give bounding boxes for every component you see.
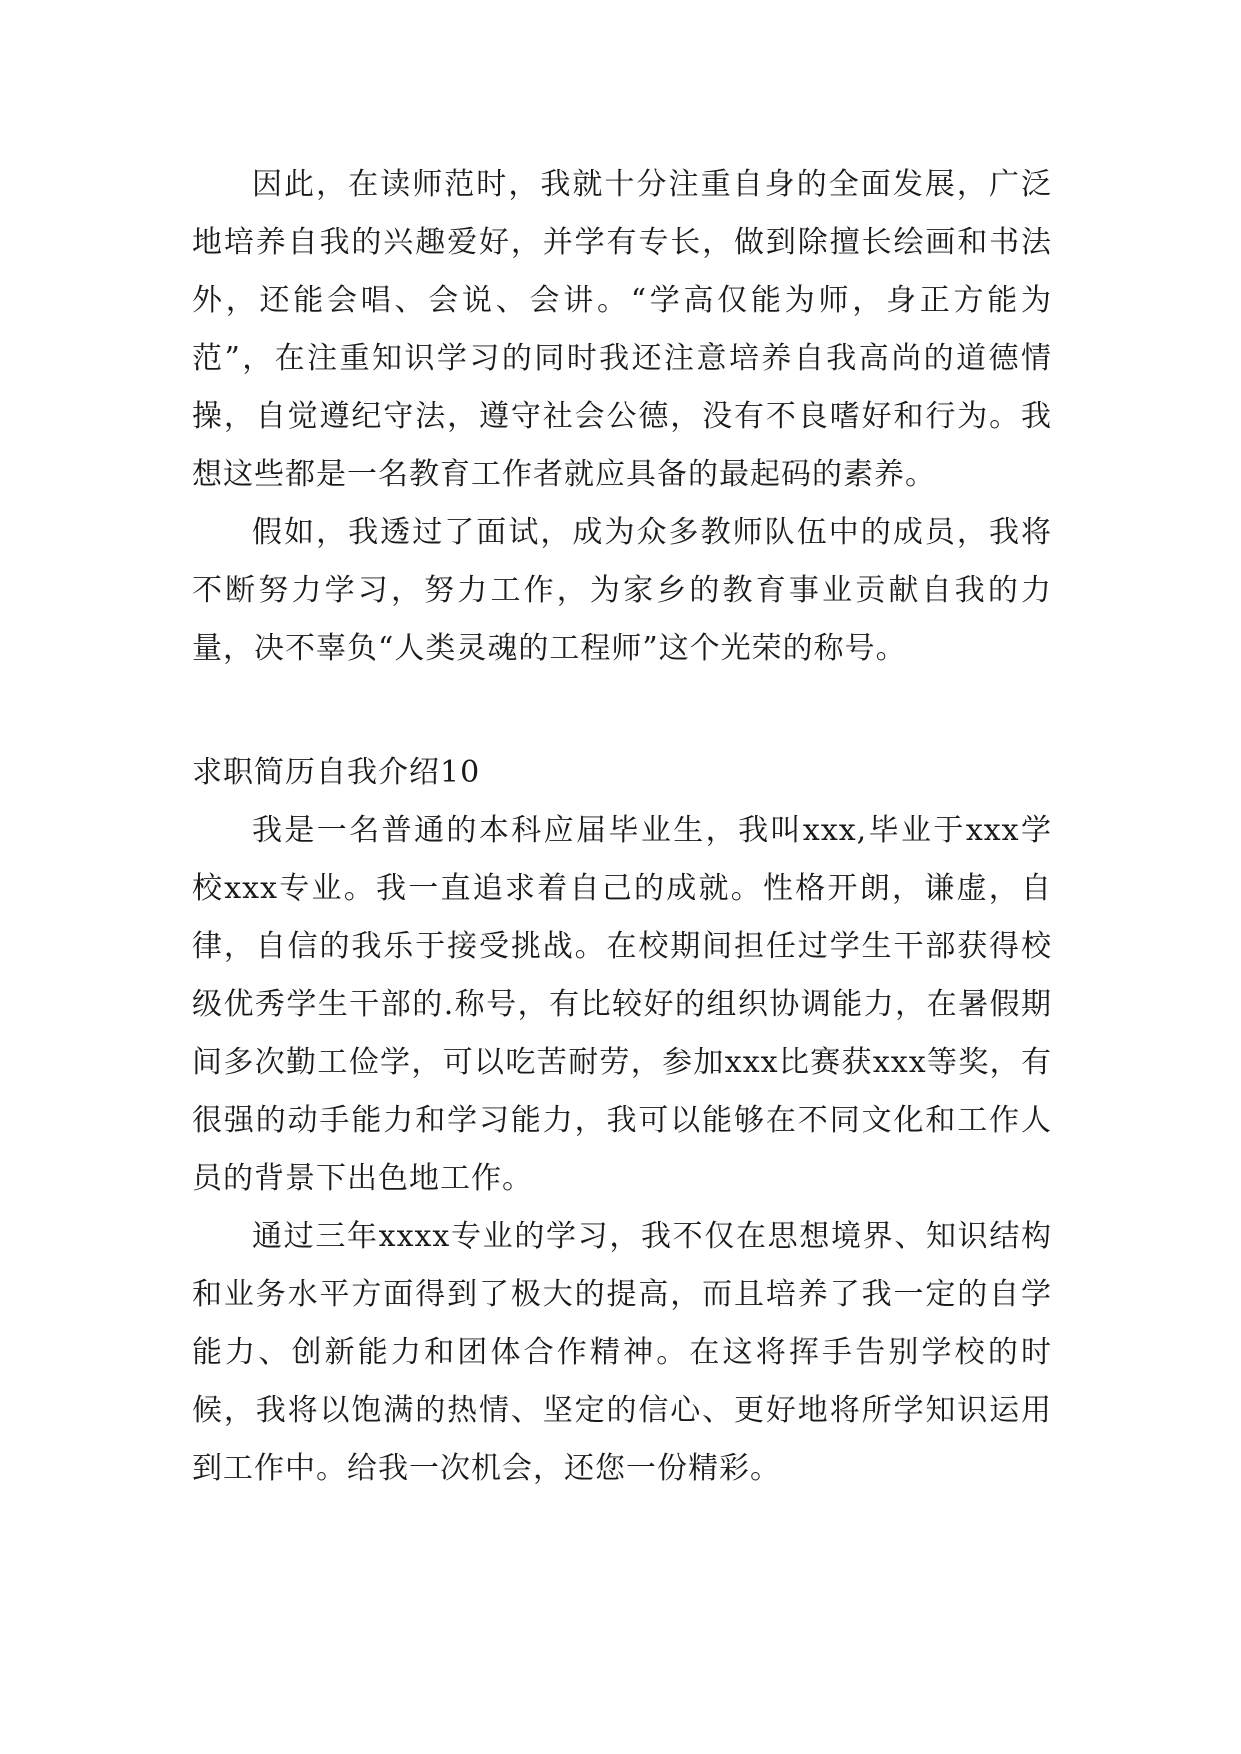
paragraph-commitment: 假如，我透过了面试，成为众多教师队伍中的成员，我将不断努力学习，努力工作，为家乡的教育事业贡献自我的力量，决不辜负“人类灵魂的工程师”这个光荣的称号。 [192,515,1052,666]
paragraph-study-summary: 通过三年xxxx专业的学习，我不仅在思想境界、知识结构和业务水平方面得到了极大的提高，而且培养了我一定的自学能力、创新能力和团体合作精神。在这将挥手告别学校的时候，我将以饱满的热情、坚定的信心、更好地将所学知识运用到工作中。给我一次机会，还您一份精彩。 [192,1219,1052,1486]
paragraph-introduction: 我是一名普通的本科应届毕业生，我叫xxx,毕业于xxx学校xxx专业。我一直追求着自己的成就。性格开朗，谦虚，自律，自信的我乐于接受挑战。在校期间担任过学生干部获得校级优秀学生干部的.称号，有比较好的组织协调能力，在暑假期间多次勤工俭学，可以吃苦耐劳，参加xxx比赛获xxx等奖，有很强的动手能力和学习能力，我可以能够在不同文化和工作人员的背景下出色地工作。 [192,813,1052,1196]
document-body [192,156,1052,1498]
section-heading: 求职简历自我介绍10 [192,755,481,790]
paragraph-self-development: 因此，在读师范时，我就十分注重自身的全面发展，广泛地培养自我的兴趣爱好，并学有专长，做到除擅长绘画和书法外，还能会唱、会说、会讲。“学高仅能为师，身正方能为范”，在注重知识学习的同时我还注意培养自我高尚的道德情操，自觉遵纪守法，遵守社会公德，没有不良嗜好和行为。我想这些都是一名教育工作者就应具备的最起码的素养。 [192,167,1052,492]
